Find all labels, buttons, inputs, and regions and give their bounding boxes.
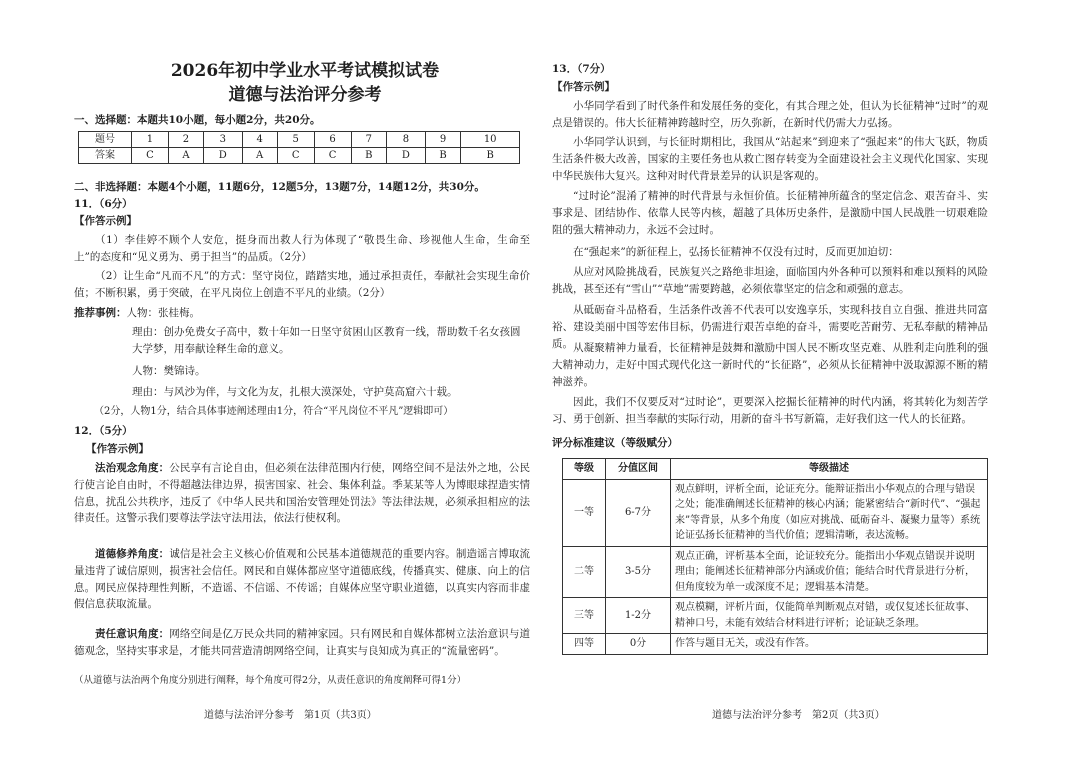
angle-label: 法治观念角度： <box>95 462 170 474</box>
q11-scoring-note: （2分，人物1分，结合具体事迹阐述理由1分，符合“平凡岗位不平凡”逻辑即可） <box>94 406 454 417</box>
reason-text: 创办免费女子高中，数十年如一日坚守贫困山区教育一线，帮助数千名女孩圆大学梦，用奉献诠释生命的意义。 <box>132 326 521 355</box>
score-range: 0分 <box>606 634 671 655</box>
table-row-label: 答案 <box>79 148 132 164</box>
grade-level: 二等 <box>563 546 606 598</box>
table-cell: 4 <box>242 132 277 148</box>
table-cell: B <box>351 148 387 164</box>
grade-description: 作答与题目无关，或没有作答。 <box>671 634 988 655</box>
part1-heading: 一、选择题：本题共10小题，每小题2分，共20分。 <box>74 114 321 126</box>
grading-table <box>562 458 988 655</box>
table-cell: 9 <box>425 132 461 148</box>
q12-law-angle <box>74 460 530 527</box>
q13-para-1: 小华同学看到了时代条件和发展任务的变化，有其合理之处，但认为长征精神“过时”的观点是错误的。伟大长征精神跨越时空，历久弥新，在新时代仍需大力弘扬。 <box>552 100 988 129</box>
table-cell: A <box>168 148 203 164</box>
table-cell: D <box>387 148 426 164</box>
recommended-example-1 <box>74 306 200 322</box>
recommended-example-label: 推荐事例： <box>74 307 127 319</box>
q13-para-7: 从凝聚精神力量看，长征精神是鼓舞和激励中国人民不断攻坚克难、从胜利走向胜利的强大精神动力，走好中国式现代化这一新时代的“长征路”，必须从长征精神中汲取源源不断的精神滋养。 <box>552 342 988 388</box>
answer-table-row-answers <box>79 148 520 164</box>
person-name: 樊锦诗。 <box>163 365 206 377</box>
q13-para-8: 因此，我们不仅要反对“过时论”，更要深入挖掘长征精神的时代内涵，将其转化为刻苦学习、勇于创新、担当奉献的实际行动，用新的奋斗书写新篇，走好我们这一代人的长征路。 <box>552 396 988 425</box>
table-cell: 8 <box>387 132 426 148</box>
angle-label: 责任意识角度： <box>95 628 170 640</box>
table-row <box>563 598 988 634</box>
grade-level: 一等 <box>563 479 606 546</box>
table-cell: C <box>277 148 314 164</box>
grade-description: 观点模糊，评析片面，仅能简单判断观点对错，或仅复述长征故事、精神口号，未能有效结合材料进行评析；论证缺乏条理。 <box>671 598 988 634</box>
reason-1 <box>132 324 530 358</box>
table-cell: 7 <box>351 132 387 148</box>
page-subtitle: 道德与法治评分参考 <box>228 85 382 105</box>
q12-moral-angle <box>74 546 530 613</box>
page-footer-right: 道德与法治评分参考 第2页（共3页） <box>712 710 885 721</box>
table-row-label: 题号 <box>79 132 132 148</box>
q12-scoring-note: （从道德与法治两个角度分别进行阐释，每个角度可得2分，从责任意识的角度阐释可得1分） <box>74 675 467 686</box>
q12-example-label: 【作答示例】 <box>86 443 149 455</box>
grade-description: 观点正确，评析基本全面，论证较充分。能指出小华观点错误并说明理由；能阐述长征精神部分内涵或价值；能结合时代背景进行分析，但角度较为单一或深度不足；逻辑基本清楚。 <box>671 546 988 598</box>
score-range: 3-5分 <box>606 546 671 598</box>
column-header: 等级 <box>563 459 606 480</box>
angle-text: 诚信是社会主义核心价值观和公民基本道德规范的重要内容。制造谣言博取流量违背了诚信原则，损害社会信任。网民和自媒体都应坚守道德底线，传播真实、健康、向上的信息。网民应保持理性判断，不造谣、不信谣、不传谣；自媒体应坚守职业道德，以真实内容而非虚假信息获取流量。 <box>74 548 531 611</box>
reason-label: 理由： <box>132 326 164 338</box>
q11-answer-2: （2）让生命“凡而不凡”的方式：坚守岗位，踏踏实地，通过承担责任，奉献社会实现生命价值；不断积累，勇于突破，在平凡岗位上创造不平凡的业绩。（2分） <box>74 270 530 299</box>
reason-2 <box>132 384 530 401</box>
q13-example-label: 【作答示例】 <box>552 81 615 93</box>
grade-level: 四等 <box>563 634 606 655</box>
angle-text: 公民享有言论自由，但必须在法律范围内行使，网络空间不是法外之地，公民行使言论自由时，不得超越法律边界，损害国家、社会、集体利益。季某某等人为博眼球捏造实情信息，扰乱公共秩序，违反了《中华人民共和国治安管理处罚法》等法律法规，必须承担相应的法律责任。这警示我们要尊法学法守法用法，依法行使权利。 <box>74 462 531 525</box>
table-cell: 1 <box>132 132 169 148</box>
q13-para-2: 小华同学认识到，与长征时期相比，我国从“站起来”到迎来了“强起来”的伟大飞跃，物质生活条件极大改善，国家的主要任务也从救亡图存转变为全面建设社会主义现代化国家、实现中华民族伟大复兴。这种对时代背景差异的认识是客观的。 <box>552 136 988 182</box>
table-row <box>563 634 988 655</box>
table-cell: C <box>132 148 169 164</box>
grade-description: 观点鲜明，评析全面，论证充分。能辩证指出小华观点的合理与错误之处；能准确阐述长征精神的核心内涵；能紧密结合“新时代”、“强起来”等背景，从多个角度（如应对挑战、砥砺奋斗、凝聚力量等）系统论证弘扬长征精神的当代价值；逻辑清晰，表达流畅。 <box>671 479 988 546</box>
q13-para-6: 从砥砺奋斗品格看，生活条件改善不代表可以安逸享乐，实现科技自立自强、推进共同富裕、建设美丽中国等宏伟目标，仍需进行艰苦卓绝的奋斗，需要吃苦耐劳、无私奉献的精神品质。 <box>552 304 988 350</box>
person-label: 人物： <box>132 365 164 377</box>
q13-label: 13．（7分） <box>552 63 611 75</box>
q13-para-4: 在“强起来”的新征程上，弘扬长征精神不仅没有过时，反而更加迫切： <box>573 246 899 258</box>
q11-answer-1: （1）李佳婷不顾个人安危，挺身而出救人行为体现了“敬畏生命、珍视他人生命，生命至上”的态度和“见义勇为、勇于担当”的品质。（2分） <box>74 234 530 263</box>
table-cell: 3 <box>204 132 243 148</box>
person-name: 张桂梅。 <box>158 307 200 319</box>
table-cell: 5 <box>277 132 314 148</box>
q11-label: 11．（6分） <box>74 198 133 210</box>
part2-heading: 二、非选择题：本题4个小题，11题6分，12题5分，13题7分，14题12分，共30分。 <box>74 181 485 193</box>
score-range: 6-7分 <box>606 479 671 546</box>
score-range: 1-2分 <box>606 598 671 634</box>
q12-label: 12．（5分） <box>74 425 133 437</box>
table-cell: A <box>242 148 277 164</box>
q13-para-5: 从应对风险挑战看，民族复兴之路绝非坦途，面临国内外各种可以预料和难以预料的风险挑战，甚至还有“雪山”“草地”需要跨越，必须依靠坚定的信念和顽强的意志。 <box>552 266 988 295</box>
answer-table-row-numbers <box>79 132 520 148</box>
grading-header-row <box>563 459 988 480</box>
table-cell: B <box>461 148 520 164</box>
recommended-example-2 <box>132 364 206 380</box>
reason-label: 理由： <box>132 386 164 398</box>
column-header: 等级描述 <box>671 459 988 480</box>
page-title: 2026年初中学业水平考试模拟试卷 <box>170 61 440 81</box>
grade-level: 三等 <box>563 598 606 634</box>
table-row <box>563 546 988 598</box>
table-cell: D <box>204 148 243 164</box>
page-footer-left: 道德与法治评分参考 第1页（共3页） <box>204 710 377 721</box>
q12-duty-angle <box>74 626 530 660</box>
table-cell: B <box>425 148 461 164</box>
table-cell: 2 <box>168 132 203 148</box>
grading-heading: 评分标准建议（等级赋分） <box>552 437 678 449</box>
table-cell: C <box>314 148 351 164</box>
angle-label: 道德修养角度： <box>95 548 170 560</box>
table-cell: 6 <box>314 132 351 148</box>
q11-example-label: 【作答示例】 <box>74 215 137 227</box>
table-row <box>563 479 988 546</box>
table-cell: 10 <box>461 132 520 148</box>
person-label: 人物： <box>126 307 158 319</box>
q13-para-3: “过时论”混淆了精神的时代背景与永恒价值。长征精神所蕴含的坚定信念、艰苦奋斗、实事求是、团结协作、依靠人民等内核，超越了具体历史条件，是激励中国人民战胜一切艰难险阻的强大精神动力，永远不会过时。 <box>552 190 988 236</box>
reason-text: 与风沙为伴，与文化为友，扎根大漠深处，守护莫高窟六十载。 <box>163 386 458 398</box>
answer-table <box>78 131 520 164</box>
angle-text: 网络空间是亿万民众共同的精神家园。只有网民和自媒体都树立法治意识与道德观念，坚持实事求是，才能共同营造清朗网络空间，让真实与良知成为真正的“流量密码”。 <box>74 628 531 657</box>
column-header: 分值区间 <box>606 459 671 480</box>
